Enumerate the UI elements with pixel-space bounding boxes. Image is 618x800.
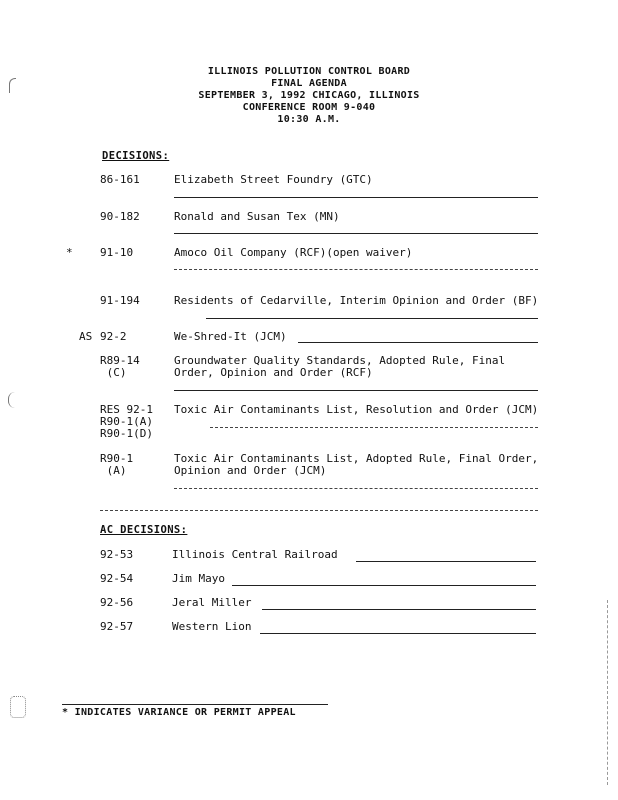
signature-line: [174, 390, 538, 391]
signature-line: [298, 342, 538, 343]
docket-number: 91-194: [100, 294, 140, 307]
docket-number: RES 92-1 R90-1(A) R90-1(D): [100, 403, 153, 440]
case-description: Groundwater Quality Standards, Adopted Rule, Final Order, Opinion and Order (RCF): [174, 354, 506, 379]
docket-number: 92-53: [100, 548, 134, 561]
signature-line: [232, 585, 536, 586]
scan-mark-icon: [9, 78, 16, 93]
case-description: Amoco Oil Company (RCF)(open waiver): [174, 246, 413, 259]
docket-number: 91-10: [100, 246, 134, 259]
case-description: Western Lion: [172, 620, 252, 633]
signature-line: [174, 269, 538, 270]
signature-line: [174, 197, 538, 198]
case-description: Elizabeth Street Foundry (GTC): [174, 173, 373, 186]
case-description: Toxic Air Contaminants List, Resolution and Order (JCM): [174, 403, 539, 416]
signature-line: [174, 488, 538, 489]
docket-number: 92-56: [100, 596, 134, 609]
footer-rule: [62, 704, 328, 705]
signature-line: [174, 233, 538, 234]
scan-mark-icon: [8, 392, 15, 408]
variance-marker: *: [66, 246, 73, 259]
meeting-date-location: SEPTEMBER 3, 1992 CHICAGO, ILLINOIS: [198, 90, 420, 101]
docket-number: 92-2: [100, 330, 127, 343]
meeting-time: 10:30 A.M.: [277, 114, 341, 125]
case-description: We-Shred-It (JCM): [174, 330, 287, 343]
case-description: Jeral Miller: [172, 596, 252, 609]
docket-prefix: AS: [79, 330, 93, 343]
docket-number: 90-182: [100, 210, 140, 223]
signature-line: [356, 561, 536, 562]
signature-line: [260, 633, 536, 634]
docket-number: 92-54: [100, 572, 134, 585]
scan-edge-artifact: [607, 600, 608, 785]
scan-smudge-icon: [10, 696, 26, 718]
signature-line: [100, 510, 538, 511]
meeting-room: CONFERENCE ROOM 9-040: [242, 102, 376, 113]
docket-number: R89-14 (C): [100, 354, 140, 379]
signature-line: [262, 609, 536, 610]
case-description: Jim Mayo: [172, 572, 225, 585]
docket-number: 92-57: [100, 620, 134, 633]
case-description: Toxic Air Contaminants List, Adopted Rule, Final Order, Opinion and Order (JCM): [174, 452, 539, 477]
docket-number: R90-1 (A): [100, 452, 134, 477]
board-name: ILLINOIS POLLUTION CONTROL BOARD: [207, 66, 411, 77]
decisions-heading: DECISIONS:: [102, 150, 170, 162]
case-description: Residents of Cedarville, Interim Opinion and Order (BF): [174, 294, 539, 307]
case-description: Illinois Central Railroad: [172, 548, 338, 561]
case-description: Ronald and Susan Tex (MN): [174, 210, 340, 223]
docket-number: 86-161: [100, 173, 140, 186]
agenda-title: FINAL AGENDA: [271, 78, 347, 89]
ac-decisions-heading: AC DECISIONS:: [100, 524, 188, 536]
signature-line: [206, 318, 538, 319]
footer-note: * INDICATES VARIANCE OR PERMIT APPEAL: [62, 707, 296, 718]
signature-line: [210, 427, 538, 428]
